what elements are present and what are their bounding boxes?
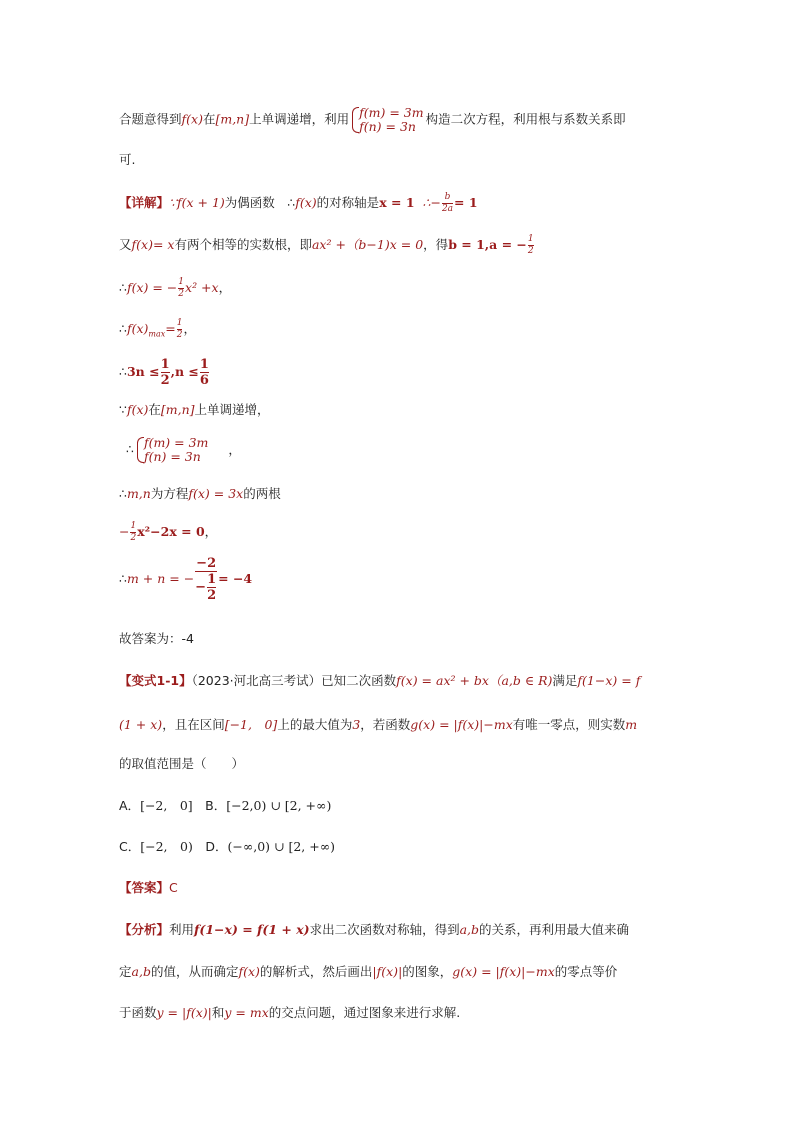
variant-title: 【变式1-1】（2023·河北高三考试）已知二次函数f(x) = ax² + bx（a,b ∈ R)满足f(1−x) = f — [119, 673, 641, 688]
analysis-line-1: 【分析】利用f(1−x) = f(1 + x)求出二次函数对称轴，得到a,b的关系，再利用最大值来确 — [119, 922, 630, 937]
fraction: $\frac{1}{2}$ — [207, 572, 217, 603]
answer-line: 故答案为：-4 — [119, 631, 194, 646]
fraction: $\frac{1}{2}$ — [527, 234, 534, 256]
equation-system: f(m) = 3m f(n) = 3n — [136, 436, 208, 464]
analysis-line-3: 于函数y = |f(x)|和y = mx的交点问题，通过图象来进行求解. — [119, 1005, 461, 1020]
detail-line-9: − $\frac{1}{2}$ x²−2x = 0， — [119, 521, 218, 543]
fraction: $\frac{1}{2}$ — [176, 318, 183, 340]
detail-line-2: 又f(x)= x有两个相等的实数根，即ax² +（b−1)x = 0，得b = 1,a = − $\frac{1}{2}$ — [119, 234, 534, 256]
fraction: $\frac{1}{2}$ — [160, 357, 170, 388]
detail-line-7: ∴ f(m) = 3m f(n) = 3n ， — [126, 435, 241, 464]
hint-line-2: 可. — [119, 152, 136, 167]
fraction: $\frac{1}{6}$ — [199, 357, 209, 388]
hint-line-1: 合题意得到f(x)在[m,n]上单调递增，利用 f(m) = 3m f(n) = 3n 构造二次方程，利用根与系数关系即 — [119, 105, 626, 134]
variant-line-2: (1 + x)，且在区间[−1, 0]上的最大值为3，若函数g(x) = |f(x)|−mx有唯一零点，则实数m — [119, 717, 638, 732]
analysis-line-2: 定a,b的值，从而确定f(x)的解析式，然后画出|f(x)|的图象，g(x) = |f(x)|−mx的零点等价 — [119, 964, 618, 979]
detail-line-4: $\therefore f(x)_{max}=$ $\frac{1}{2}$ ， — [119, 318, 196, 340]
detail-line-5: ∴3n ≤ $\frac{1}{2}$ ,n ≤ $\frac{1}{6}$ — [119, 357, 209, 388]
fraction: $\frac{b}{2a}$ — [441, 192, 454, 214]
complex-fraction: −2 − $\frac{1}{2}$ — [195, 556, 217, 603]
detail-line-1: 【详解】∵f(x + 1)为偶函数 ∴f(x)的对称轴是x = 1 ∴− $\frac{b}{2a}$ = 1 — [119, 192, 478, 214]
detail-line-6: ∵f(x)在[m,n]上单调递增， — [119, 402, 270, 417]
fraction: $\frac{1}{2}$ — [130, 521, 137, 543]
answer-tag-line: 【答案】C — [119, 880, 178, 895]
options-cd: C．[−2, 0) D．(−∞,0) ∪ [2, +∞) — [119, 839, 336, 854]
fraction: $\frac{1}{2}$ — [178, 277, 185, 299]
options-ab: A．[−2, 0] B．[−2,0) ∪ [2, +∞) — [119, 798, 332, 813]
equation-system: f(m) = 3m f(n) = 3n — [351, 106, 423, 134]
variant-line-3: 的取值范围是（ ） — [119, 756, 245, 771]
detail-line-10: ∴m + n = − −2 − $\frac{1}{2}$ = −4 — [119, 556, 253, 603]
detail-line-8: ∴m,n为方程f(x) = 3x的两根 — [119, 486, 281, 501]
detail-line-3: ∴f(x) = − $\frac{1}{2}$ x² +x， — [119, 277, 232, 299]
